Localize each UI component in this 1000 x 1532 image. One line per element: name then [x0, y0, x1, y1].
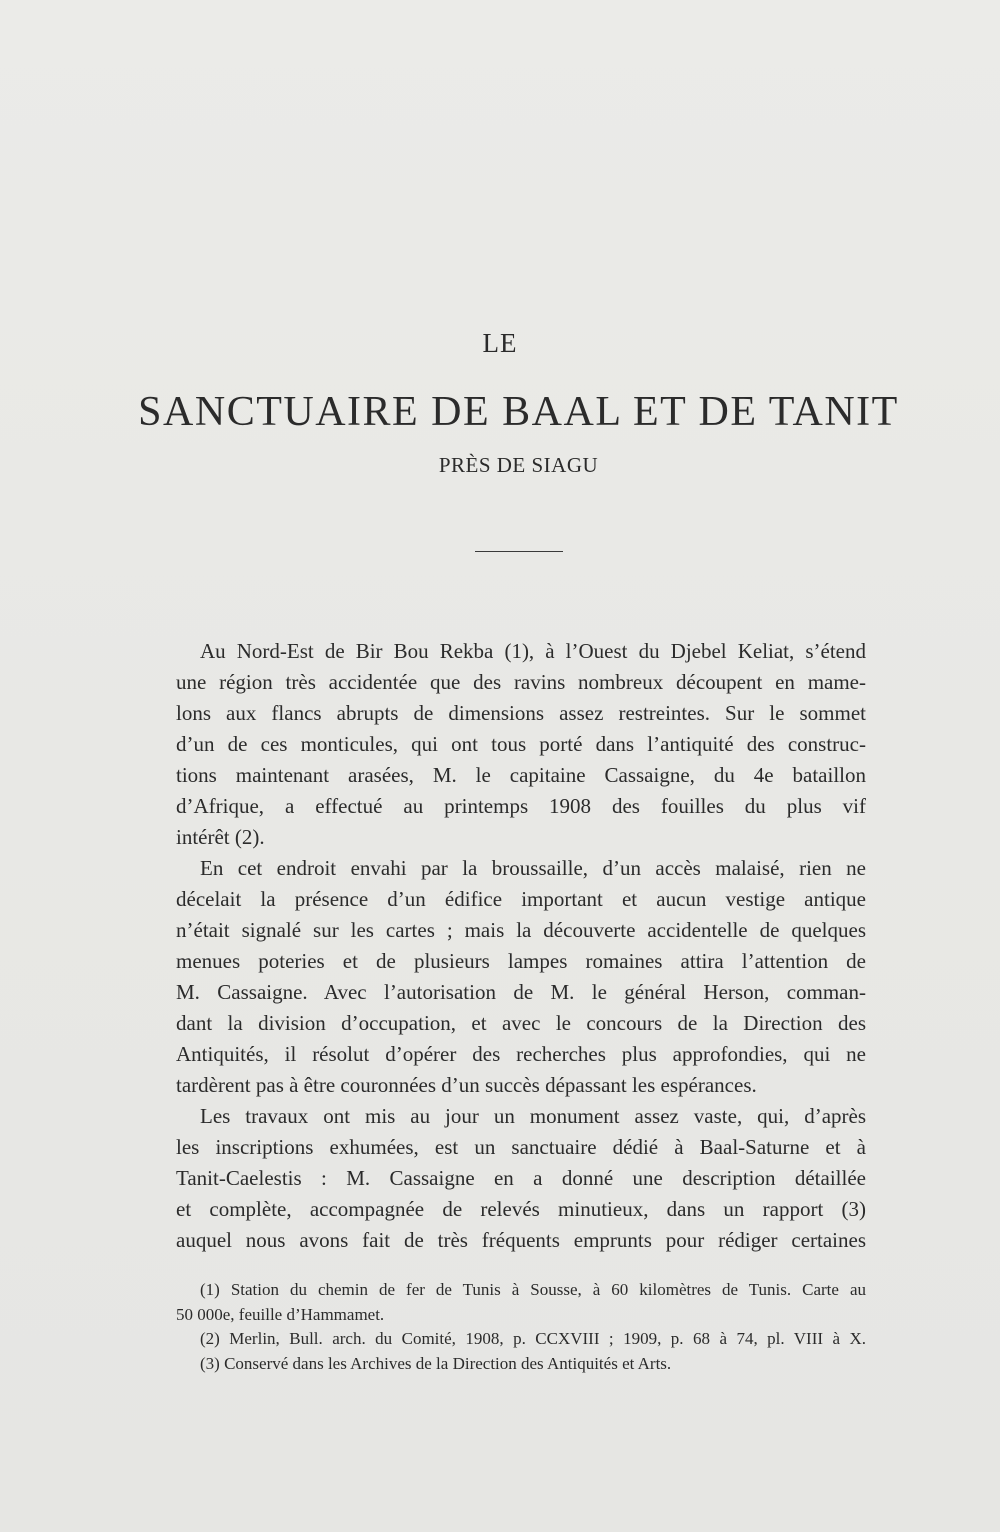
body-line: décelait la présence d’un édifice important et aucun vestige antique [176, 887, 866, 911]
body-line: lons aux flancs abrupts de dimensions assez restreintes. Sur le sommet [176, 701, 866, 725]
body-line: Au Nord-Est de Bir Bou Rekba (1), à l’Ouest du Djebel Keliat, s’étend [200, 639, 866, 663]
body-line: Tanit-Caelestis : M. Cassaigne en a donné une description détaillée [176, 1166, 866, 1190]
body-line: d’Afrique, a effectué au printemps 1908 des fouilles du plus vif [176, 794, 866, 818]
body-line: auquel nous avons fait de très fréquents emprunts pour rédiger certaines [176, 1228, 866, 1252]
footnote-line: (1) Station du chemin de fer de Tunis à Sousse, à 60 kilomètres de Tunis. Carte au [200, 1280, 866, 1299]
body-line: tions maintenant arasées, M. le capitaine Cassaigne, du 4e bataillon [176, 763, 866, 787]
body-line: M. Cassaigne. Avec l’autorisation de M. le général Herson, comman- [176, 980, 866, 1004]
article-title: SANCTUAIRE DE BAAL ET DE TANIT [138, 389, 899, 435]
body-line: et complète, accompagnée de relevés minutieux, dans un rapport (3) [176, 1197, 866, 1221]
footnote-line: (2) Merlin, Bull. arch. du Comité, 1908, p. CCXVIII ; 1909, p. 68 à 74, pl. VIII à X. [200, 1329, 866, 1348]
title-divider [475, 551, 563, 552]
body-text [176, 636, 866, 1256]
body-line: n’était signalé sur les cartes ; mais la découverte accidentelle de quelques [176, 918, 866, 942]
body-line: Antiquités, il résolut d’opérer des recherches plus approfondies, qui ne [176, 1042, 866, 1066]
body-line: menues poteries et de plusieurs lampes romaines attira l’attention de [176, 949, 866, 973]
heading-le: LE [482, 328, 518, 358]
body-line: une région très accidentée que des ravins nombreux découpent en mame- [176, 670, 866, 694]
article-subtitle: PRÈS DE SIAGU [438, 453, 599, 477]
body-line: tardèrent pas à être couronnées d’un succès dépassant les espérances. [176, 1073, 757, 1097]
body-line: En cet endroit envahi par la broussaille, d’un accès malaisé, rien ne [200, 856, 866, 880]
body-line: les inscriptions exhumées, est un sanctuaire dédié à Baal-Saturne et à [176, 1135, 866, 1159]
footnotes [176, 1278, 866, 1376]
body-line: d’un de ces monticules, qui ont tous porté dans l’antiquité des construc- [176, 732, 866, 756]
body-line: dant la division d’occupation, et avec le concours de la Direction des [176, 1011, 866, 1035]
body-line: intérêt (2). [176, 825, 265, 849]
body-line: Les travaux ont mis au jour un monument assez vaste, qui, d’après [200, 1104, 866, 1128]
footnote-line: 50 000e, feuille d’Hammamet. [176, 1304, 385, 1324]
footnote-line: (3) Conservé dans les Archives de la Direction des Antiquités et Arts. [200, 1353, 672, 1373]
